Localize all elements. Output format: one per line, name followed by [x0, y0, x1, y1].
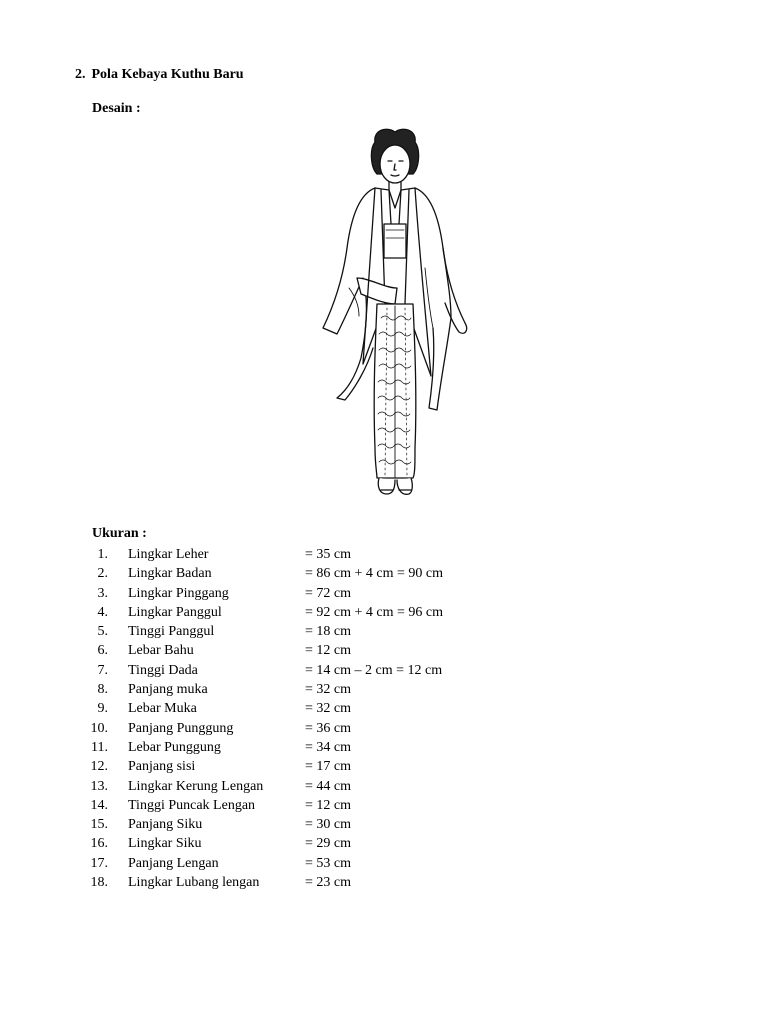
- measurement-name: Panjang muka: [128, 682, 208, 698]
- measurement-name: Lebar Bahu: [128, 643, 194, 659]
- item-number: 13.: [90, 778, 108, 794]
- list-item: [92, 777, 512, 796]
- item-number: 16.: [90, 836, 108, 852]
- section-title: Pola Kebaya Kuthu Baru: [91, 67, 244, 82]
- measurement-name: Panjang Punggung: [128, 720, 234, 736]
- list-item: [92, 854, 512, 873]
- measurement-name: Lingkar Siku: [128, 836, 202, 852]
- list-item: [92, 873, 512, 892]
- list-item: [92, 680, 512, 699]
- measurement-list: [92, 545, 512, 892]
- measurement-value: = 32 cm: [305, 701, 351, 717]
- item-number: 12.: [90, 759, 108, 775]
- item-number: 15.: [90, 817, 108, 833]
- measurement-value: = 23 cm: [305, 875, 351, 891]
- list-item: [92, 719, 512, 738]
- measurement-value: = 14 cm – 2 cm = 12 cm: [305, 662, 443, 678]
- measurement-value: = 17 cm: [305, 759, 351, 775]
- item-number: 18.: [90, 875, 108, 891]
- item-number: 1.: [97, 547, 108, 562]
- measurement-name: Panjang Siku: [128, 817, 203, 833]
- measurement-value: = 12 cm: [305, 643, 351, 659]
- list-item: [92, 603, 512, 622]
- measurement-value: = 12 cm: [305, 797, 351, 813]
- measurement-name: Tinggi Panggul: [128, 624, 215, 640]
- list-item: [92, 757, 512, 776]
- measurement-name: Lebar Punggung: [128, 739, 221, 755]
- item-number: 4.: [97, 604, 108, 620]
- measurement-value: = 32 cm: [305, 682, 351, 698]
- list-item: [92, 796, 512, 815]
- measurement-name: Lingkar Leher: [128, 547, 209, 562]
- measurement-name: Panjang sisi: [128, 759, 196, 775]
- measurement-name: Lingkar Badan: [128, 566, 212, 582]
- list-item: [92, 564, 512, 583]
- list-item: [92, 661, 512, 680]
- measurement-value: = 72 cm: [305, 585, 351, 601]
- list-item: [92, 815, 512, 834]
- item-number: 17.: [90, 855, 108, 871]
- list-item: [92, 738, 512, 757]
- item-number: 2.: [97, 566, 108, 582]
- list-item: [92, 622, 512, 641]
- item-number: 14.: [90, 797, 108, 813]
- measurement-name: Lingkar Lubang lengan: [128, 875, 260, 891]
- list-item: [92, 545, 512, 564]
- measurement-value: = 92 cm + 4 cm = 96 cm: [305, 604, 443, 620]
- measurement-value: = 35 cm: [305, 547, 351, 562]
- measurement-value: = 18 cm: [305, 624, 351, 640]
- item-number: 9.: [97, 701, 108, 717]
- section-heading: [75, 67, 244, 83]
- sizes-label: Ukuran :: [92, 526, 147, 541]
- item-number: 6.: [97, 643, 108, 659]
- measurement-name: Lebar Muka: [128, 701, 197, 717]
- list-item: [92, 834, 512, 853]
- item-number: 5.: [97, 624, 108, 640]
- measurement-value: = 34 cm: [305, 739, 351, 755]
- section-number: 2.: [75, 67, 86, 82]
- item-number: 3.: [97, 585, 108, 601]
- item-number: 11.: [91, 739, 108, 755]
- measurement-value: = 44 cm: [305, 778, 351, 794]
- list-item: [92, 641, 512, 660]
- item-number: 7.: [97, 662, 108, 678]
- measurement-name: Panjang Lengan: [128, 855, 219, 871]
- measurement-name: Tinggi Dada: [128, 662, 198, 678]
- item-number: 8.: [97, 682, 108, 698]
- kebaya-figure-drawing: [315, 128, 475, 506]
- measurement-name: Tinggi Puncak Lengan: [128, 797, 256, 813]
- measurement-value: = 53 cm: [305, 855, 351, 871]
- list-item: [92, 699, 512, 718]
- measurement-name: Lingkar Kerung Lengan: [128, 778, 264, 794]
- measurement-name: Lingkar Panggul: [128, 604, 222, 620]
- item-number: 10.: [90, 720, 108, 736]
- measurement-value: = 36 cm: [305, 720, 351, 736]
- list-item: [92, 584, 512, 603]
- design-label: Desain :: [92, 101, 141, 116]
- measurement-value: = 86 cm + 4 cm = 90 cm: [305, 566, 443, 582]
- measurement-value: = 30 cm: [305, 817, 351, 833]
- measurement-value: = 29 cm: [305, 836, 351, 852]
- measurement-name: Lingkar Pinggang: [128, 585, 229, 601]
